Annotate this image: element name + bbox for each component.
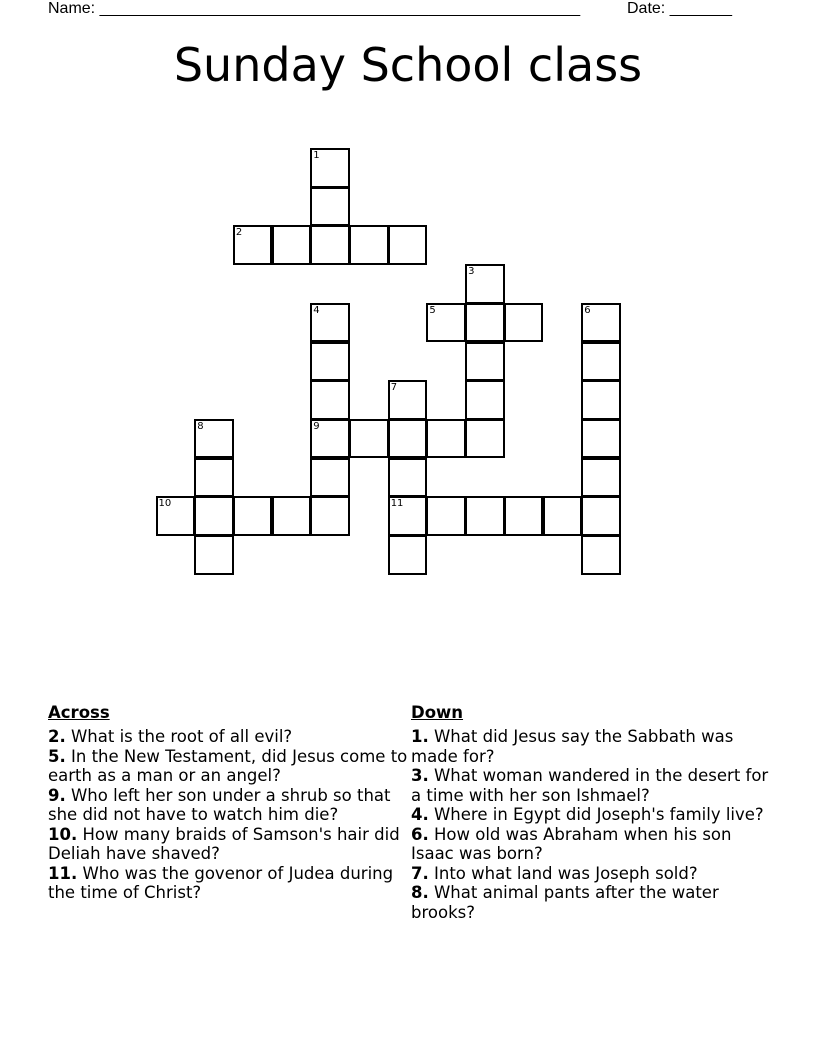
across-clue-list: [48, 727, 408, 903]
grid-cell: [465, 303, 505, 343]
grid-cell: [194, 458, 234, 498]
clue: [48, 786, 408, 825]
clue: [411, 766, 771, 805]
cell-number: 2: [235, 227, 243, 239]
clue: [48, 864, 408, 903]
clue-text: In the New Testament, did Jesus come to earth as a man or an angel?: [48, 746, 408, 785]
clue: [411, 864, 771, 884]
grid-cell: [465, 342, 505, 382]
grid-cell: [581, 458, 621, 498]
clue-text: Into what land was Joseph sold?: [428, 863, 698, 883]
clue-number: 2.: [48, 727, 66, 746]
clue-number: 9.: [48, 785, 66, 805]
cell-number: 1: [313, 150, 320, 161]
clue: [411, 883, 771, 922]
clue: [48, 727, 408, 747]
grid-cell: [194, 535, 234, 575]
down-clue-list: [411, 727, 771, 922]
cell-number: 4: [313, 304, 320, 316]
grid-cell: [194, 496, 234, 536]
grid-cell: [388, 380, 428, 420]
cell-number: 11: [390, 498, 404, 510]
clue-text: How many braids of Samson's hair did Deliah have shaved?: [48, 824, 400, 863]
grid-cell: [233, 496, 273, 536]
grid-cell: [310, 458, 350, 498]
grid-cell: [465, 496, 505, 536]
grid-cell: [310, 380, 350, 420]
clue-text: What animal pants after the water brooks?: [411, 883, 719, 922]
cell-number: 5: [429, 304, 436, 316]
clue: [48, 747, 408, 786]
date-line: Date: _______: [627, 0, 732, 17]
clue-text: How old was Abraham when his son Isaac was born?: [411, 824, 732, 863]
clue: [411, 727, 771, 766]
grid-cell: [581, 496, 621, 536]
grid-cell: [581, 380, 621, 420]
clue-number: 10.: [48, 824, 78, 844]
grid-cell: [388, 496, 428, 536]
grid-cell: [581, 419, 621, 459]
grid-cell: [581, 342, 621, 382]
grid-cell: [465, 419, 505, 459]
grid-cell: [349, 225, 389, 265]
clue-text: What did Jesus say the Sabbath was made for?: [411, 727, 734, 766]
name-line: Name: ______________________________________________________: [48, 0, 581, 17]
grid-cell: [581, 535, 621, 575]
clue: [48, 825, 408, 864]
grid-cell: [388, 225, 428, 265]
grid-cell: [426, 303, 466, 343]
down-heading: Down: [411, 703, 464, 722]
clue-number: 3.: [411, 766, 429, 785]
grid-cell: [581, 303, 621, 343]
grid-cell: [465, 380, 505, 420]
grid-cell: [310, 225, 350, 265]
grid-cell: [388, 419, 428, 459]
grid-cell: [194, 419, 234, 459]
clue-text: Who left her son under a shrub so that she did not have to watch him die?: [48, 785, 391, 824]
grid-cell: [465, 264, 505, 304]
cell-number: 7: [390, 382, 398, 394]
grid-cell: [310, 342, 350, 382]
grid-cell: [504, 303, 544, 343]
clue-number: 11.: [48, 863, 78, 883]
grid-cell: [310, 419, 350, 459]
cell-number: 3: [468, 266, 475, 278]
grid-cell: [272, 496, 312, 536]
grid-cell: [504, 496, 544, 536]
clue-text: Who was the govenor of Judea during the time of Christ?: [48, 863, 394, 902]
cell-number: 9: [313, 420, 320, 432]
clue-number: 1.: [411, 727, 429, 746]
clue-number: 5.: [48, 746, 66, 766]
cell-number: 6: [584, 304, 591, 316]
grid-cell: [310, 496, 350, 536]
clue-text: What is the root of all evil?: [65, 727, 293, 746]
grid-cell: [272, 225, 312, 265]
clue-number: 6.: [411, 824, 429, 844]
clue-number: 7.: [411, 863, 429, 883]
clue-number: 8.: [411, 883, 429, 902]
clue-number: 4.: [411, 805, 429, 824]
grid-cell: [310, 187, 350, 227]
down-clues: [411, 703, 771, 922]
clue-text: Where in Egypt did Joseph's family live?: [428, 805, 764, 824]
grid-cell: [543, 496, 583, 536]
across-clues: [48, 703, 408, 903]
clue: [411, 825, 771, 864]
grid-cell: [388, 458, 428, 498]
cell-number: 8: [197, 420, 204, 432]
grid-cell: [233, 225, 273, 265]
grid-cell: [156, 496, 196, 536]
grid-cell: [426, 419, 466, 459]
grid-cell: [349, 419, 389, 459]
grid-cell: [310, 148, 350, 188]
cell-number: 10: [158, 498, 172, 510]
across-heading: Across: [48, 703, 110, 722]
grid-cell: [388, 535, 428, 575]
clue: [411, 805, 771, 825]
grid-cell: [310, 303, 350, 343]
grid-cell: [426, 496, 466, 536]
clue-text: What woman wandered in the desert for a time with her son Ishmael?: [411, 766, 769, 805]
page-title: Sunday School class: [173, 38, 643, 92]
